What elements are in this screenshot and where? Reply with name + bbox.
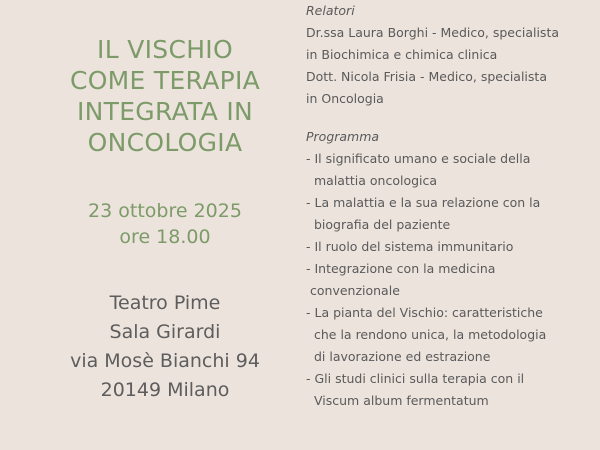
program-item-text: che la rendono unica, la metodologia (314, 327, 547, 342)
venue-line: Sala Girardi (109, 321, 221, 343)
venue-line: 20149 Milano (100, 379, 230, 401)
program-item (306, 258, 586, 302)
venue-line: Teatro Pime (109, 292, 221, 314)
speaker-line: Dr.ssa Laura Borghi - Medico, specialista (306, 25, 560, 40)
program-item (306, 192, 586, 236)
title-line: ONCOLOGIA (87, 128, 243, 157)
title-line: IL VISCHIO (97, 35, 233, 64)
program-item-text: Viscum album fermentatum (314, 393, 489, 408)
program-item (306, 148, 586, 192)
program-item-text: malattia oncologica (314, 173, 438, 188)
speaker-line: in Biochimica e chimica clinica (306, 47, 498, 62)
title-line: INTEGRATA IN (76, 97, 254, 126)
program-item-text: - Gli studi clinici sulla terapia con il (306, 371, 525, 386)
speaker-line: Dott. Nicola Frisia - Medico, specialista (306, 69, 547, 84)
program-item-text: convenzionale (310, 283, 400, 298)
venue-line: via Mosè Bianchi 94 (70, 350, 260, 372)
program-item-text: - La malattia e la sua relazione con la (306, 195, 541, 210)
program-item-text: - La pianta del Vischio: caratteristiche (306, 305, 543, 320)
speaker-line: in Oncologia (306, 91, 384, 106)
program-heading: Programma (306, 129, 380, 144)
program-item-text: biografia del paziente (314, 217, 451, 232)
program-item-text: - Il ruolo del sistema immunitario (306, 239, 514, 254)
program-item (306, 236, 586, 258)
event-title (40, 34, 290, 158)
event-details (306, 0, 586, 412)
speakers-heading: Relatori (306, 3, 355, 18)
program-item-text: - Il significato umano e sociale della (306, 151, 531, 166)
program-item-text: - Integrazione con la medicina (306, 261, 496, 276)
event-time: ore 18.00 (119, 226, 211, 248)
speakers-section (306, 0, 586, 110)
program-item-text: di lavorazione ed estrazione (314, 349, 491, 364)
event-info (40, 34, 290, 405)
event-datetime (40, 198, 290, 250)
program-item (306, 368, 586, 412)
title-line: COME TERAPIA (69, 66, 261, 95)
program-item (306, 302, 586, 368)
event-date: 23 ottobre 2025 (88, 200, 242, 222)
event-venue (40, 289, 290, 405)
program-section (306, 126, 586, 412)
